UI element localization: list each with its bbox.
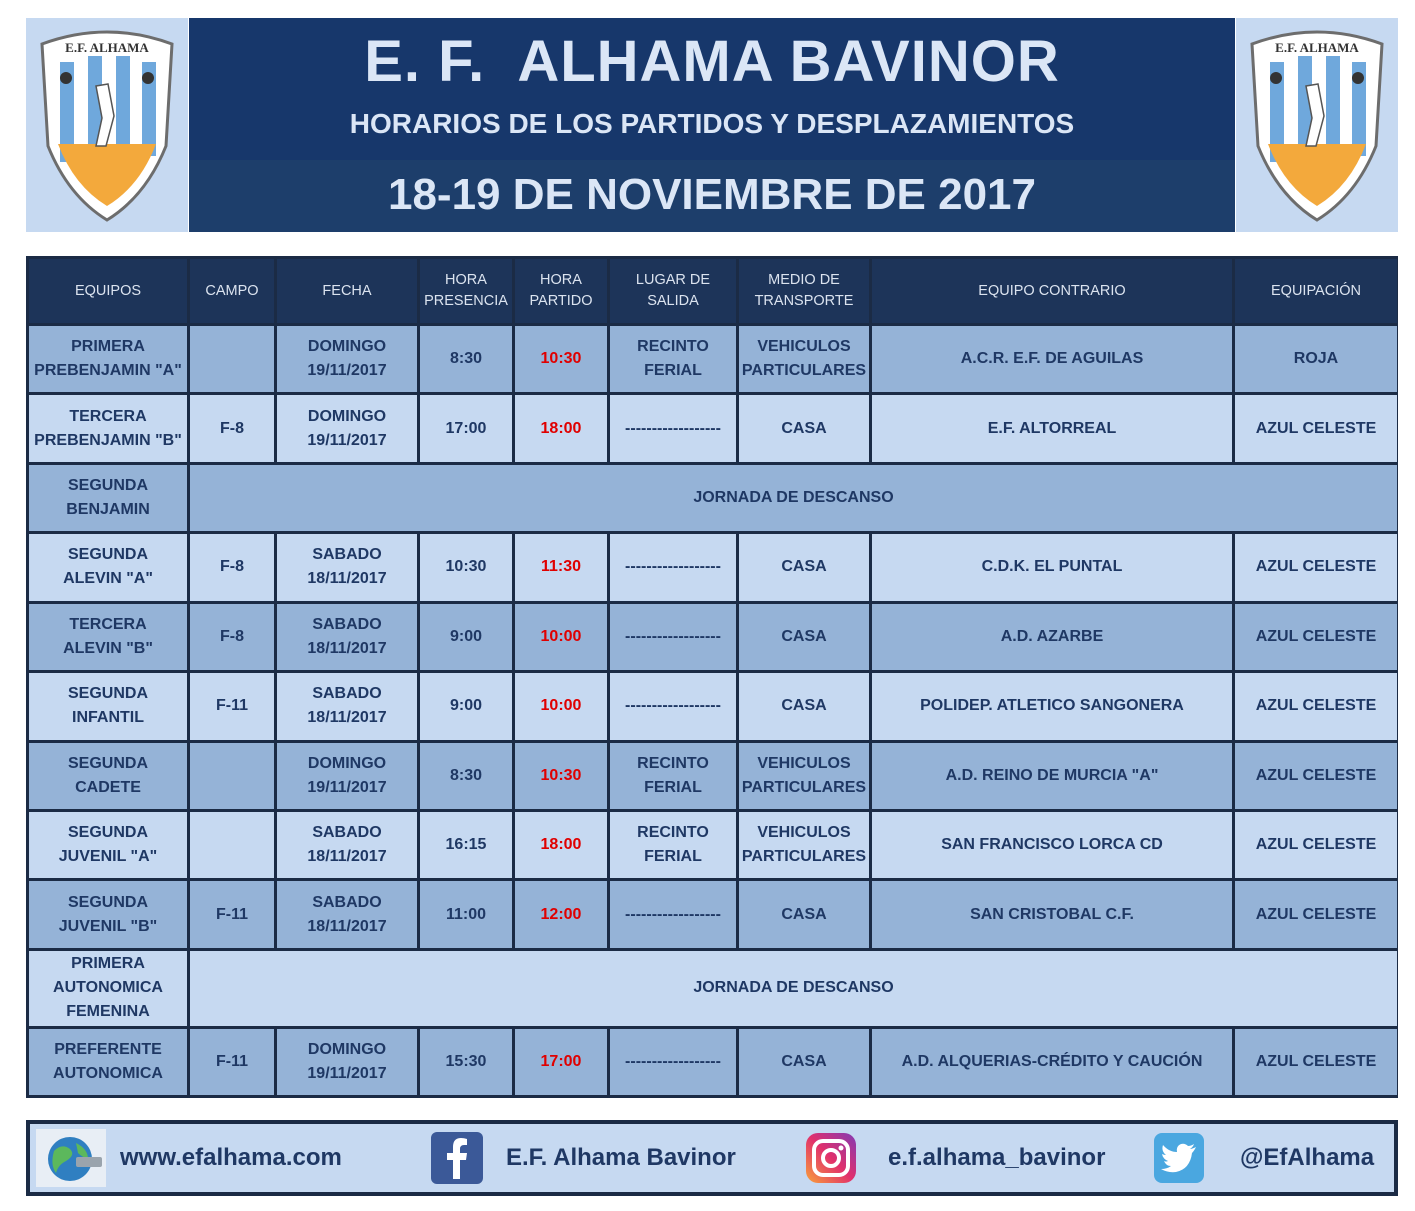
cell-medio-transporte-text: VEHICULOS bbox=[757, 338, 851, 356]
cell-fecha-text: 18/11/2017 bbox=[307, 570, 387, 588]
cell-fecha-text: SABADO bbox=[312, 615, 382, 633]
cell-equipacion bbox=[1235, 326, 1397, 392]
schedule-table bbox=[26, 256, 1398, 1098]
col-label-line: MEDIO DE bbox=[768, 272, 840, 288]
cell-equipo-text: TERCERA bbox=[69, 407, 147, 425]
cell-fecha-text: 19/11/2017 bbox=[307, 431, 387, 449]
table-row bbox=[29, 326, 1397, 392]
cell-medio-transporte bbox=[739, 881, 869, 947]
cell-equipacion-text: AZUL CELESTE bbox=[1255, 905, 1377, 923]
cell-hora-partido-text: 17:00 bbox=[540, 1052, 582, 1070]
col-equipo-contrario: EQUIPO CONTRARIO bbox=[872, 259, 1232, 323]
cell-hora-partido-text: 10:30 bbox=[540, 766, 582, 784]
col-label-line: TRANSPORTE bbox=[754, 293, 854, 309]
club-logo-left bbox=[26, 18, 188, 232]
footer-twitter[interactable] bbox=[1152, 1124, 1374, 1192]
cell-hora-partido bbox=[515, 534, 607, 600]
cell-equipo-contrario-text: A.D. REINO DE MURCIA "A" bbox=[945, 766, 1159, 784]
cell-equipacion bbox=[1235, 604, 1397, 670]
cell-equipo-text: PREBENJAMIN "A" bbox=[34, 362, 182, 380]
cell-campo bbox=[190, 395, 274, 461]
facebook-icon bbox=[430, 1131, 484, 1185]
footer-instagram[interactable] bbox=[804, 1124, 1105, 1192]
page-subtitle: HORARIOS DE LOS PARTIDOS Y DESPLAZAMIENTOS bbox=[349, 108, 1075, 139]
cell-medio-transporte-text: CASA bbox=[781, 627, 827, 645]
cell-fecha bbox=[277, 881, 417, 947]
cell-hora-presencia bbox=[420, 604, 512, 670]
cell-campo-text: F-8 bbox=[220, 558, 244, 576]
cell-equipacion-text: AZUL CELESTE bbox=[1255, 766, 1377, 784]
cell-lugar-salida-text: RECINTO bbox=[637, 338, 709, 356]
cell-medio-transporte bbox=[739, 673, 869, 739]
cell-equipacion bbox=[1235, 881, 1397, 947]
col-hora-presencia bbox=[420, 259, 512, 323]
cell-campo bbox=[190, 812, 274, 878]
table-row bbox=[29, 534, 1397, 600]
col-lugar-salida bbox=[610, 259, 736, 323]
cell-hora-partido bbox=[515, 812, 607, 878]
cell-lugar-salida-text: RECINTO bbox=[637, 754, 709, 772]
col-label-line: PRESENCIA bbox=[424, 293, 508, 309]
cell-equipo-text: AUTONOMICA bbox=[53, 1064, 163, 1082]
logo-text: E.F. ALHAMA bbox=[65, 40, 149, 55]
shield-logo-icon bbox=[36, 26, 178, 224]
cell-equipo-contrario bbox=[872, 395, 1232, 461]
cell-equipo-contrario bbox=[872, 812, 1232, 878]
cell-equipacion bbox=[1235, 1029, 1397, 1095]
col-medio-transporte bbox=[739, 259, 869, 323]
cell-hora-presencia bbox=[420, 673, 512, 739]
cell-lugar-salida-text: ------------------ bbox=[625, 558, 721, 576]
cell-medio-transporte-text: PARTICULARES bbox=[741, 848, 867, 866]
cell-equipacion bbox=[1235, 534, 1397, 600]
cell-lugar-salida-text: FERIAL bbox=[644, 848, 702, 866]
cell-hora-partido bbox=[515, 1029, 607, 1095]
cell-descanso-text: JORNADA DE DESCANSO bbox=[693, 489, 894, 507]
cell-equipo-text: SEGUNDA bbox=[67, 893, 148, 911]
cell-equipo-contrario bbox=[872, 881, 1232, 947]
cell-equipo-contrario-text: SAN CRISTOBAL C.F. bbox=[970, 905, 1134, 923]
table-row bbox=[29, 881, 1397, 947]
cell-fecha bbox=[277, 326, 417, 392]
cell-equipo-contrario bbox=[872, 534, 1232, 600]
table-row bbox=[29, 743, 1397, 809]
cell-hora-presencia bbox=[420, 326, 512, 392]
cell-fecha bbox=[277, 534, 417, 600]
cell-fecha-text: 18/11/2017 bbox=[307, 709, 387, 727]
cell-fecha bbox=[277, 395, 417, 461]
cell-hora-partido-text: 18:00 bbox=[540, 836, 582, 854]
cell-fecha-text: DOMINGO bbox=[307, 754, 387, 772]
cell-equipo-text: ALEVIN "A" bbox=[63, 570, 153, 588]
cell-campo bbox=[190, 881, 274, 947]
cell-fecha bbox=[277, 743, 417, 809]
cell-lugar-salida-text: ------------------ bbox=[625, 905, 721, 923]
cell-hora-presencia bbox=[420, 812, 512, 878]
cell-equipacion-text: AZUL CELESTE bbox=[1255, 627, 1377, 645]
cell-fecha-text: DOMINGO bbox=[307, 338, 387, 356]
cell-equipacion-text: ROJA bbox=[1293, 350, 1339, 368]
cell-medio-transporte-text: PARTICULARES bbox=[741, 362, 867, 380]
footer-web[interactable] bbox=[36, 1124, 342, 1192]
cell-equipo-contrario-text: A.D. ALQUERIAS-CRÉDITO Y CAUCIÓN bbox=[901, 1052, 1203, 1070]
col-equipos: EQUIPOS bbox=[29, 259, 187, 323]
cell-lugar-salida bbox=[610, 812, 736, 878]
cell-hora-presencia-text: 11:00 bbox=[445, 905, 487, 923]
cell-campo-text: F-11 bbox=[215, 1052, 248, 1070]
cell-hora-presencia bbox=[420, 1029, 512, 1095]
cell-hora-presencia-text: 9:00 bbox=[449, 627, 483, 645]
cell-hora-presencia-text: 15:30 bbox=[445, 1052, 487, 1070]
cell-campo-text: F-8 bbox=[220, 627, 244, 645]
cell-equipo bbox=[29, 812, 187, 878]
cell-lugar-salida bbox=[610, 326, 736, 392]
cell-fecha-text: 19/11/2017 bbox=[307, 1064, 387, 1082]
club-logo-right bbox=[1236, 18, 1398, 232]
instagram-link[interactable]: e.f.alhama_bavinor bbox=[888, 1144, 1106, 1171]
cell-equipo-contrario-text: C.D.K. EL PUNTAL bbox=[981, 558, 1123, 576]
cell-equipo-text: SEGUNDA bbox=[67, 824, 148, 842]
cell-fecha-text: SABADO bbox=[312, 824, 382, 842]
cell-equipo-text: JUVENIL "A" bbox=[58, 848, 158, 866]
cell-fecha-text: SABADO bbox=[312, 893, 382, 911]
cell-hora-partido bbox=[515, 673, 607, 739]
cell-equipacion-text: AZUL CELESTE bbox=[1255, 836, 1377, 854]
cell-fecha-text: 19/11/2017 bbox=[307, 778, 387, 796]
col-label-line: HORA bbox=[445, 272, 487, 288]
cell-lugar-salida-text: ------------------ bbox=[625, 627, 721, 645]
shield-logo-icon bbox=[1246, 26, 1388, 224]
cell-medio-transporte bbox=[739, 326, 869, 392]
cell-medio-transporte-text: CASA bbox=[781, 905, 827, 923]
col-label-line: LUGAR DE bbox=[635, 272, 711, 288]
cell-lugar-salida bbox=[610, 395, 736, 461]
cell-fecha-text: 18/11/2017 bbox=[307, 848, 387, 866]
cell-equipo bbox=[29, 881, 187, 947]
cell-equipo-text: FEMENINA bbox=[66, 1003, 150, 1021]
cell-equipo-text: TERCERA bbox=[69, 615, 147, 633]
cell-campo-text: F-11 bbox=[215, 697, 248, 715]
cell-equipacion bbox=[1235, 673, 1397, 739]
cell-hora-presencia-text: 9:00 bbox=[449, 697, 483, 715]
cell-lugar-salida bbox=[610, 604, 736, 670]
cell-hora-presencia bbox=[420, 395, 512, 461]
col-hora-partido bbox=[515, 259, 607, 323]
cell-equipo-text: PREBENJAMIN "B" bbox=[34, 431, 182, 449]
cell-fecha bbox=[277, 673, 417, 739]
cell-campo bbox=[190, 1029, 274, 1095]
cell-equipo bbox=[29, 465, 187, 531]
cell-equipo-text: SEGUNDA bbox=[67, 477, 148, 495]
col-label-line: PARTIDO bbox=[529, 293, 593, 309]
cell-medio-transporte-text: VEHICULOS bbox=[757, 754, 851, 772]
cell-medio-transporte-text: CASA bbox=[781, 558, 827, 576]
cell-lugar-salida bbox=[610, 881, 736, 947]
website-link[interactable]: www.efalhama.com bbox=[120, 1144, 342, 1171]
cell-hora-presencia-text: 16:15 bbox=[445, 836, 487, 854]
cell-campo-text: F-11 bbox=[215, 905, 248, 923]
cell-equipo-text: ALEVIN "B" bbox=[63, 639, 153, 657]
table-row bbox=[29, 812, 1397, 878]
cell-campo bbox=[190, 326, 274, 392]
cell-fecha bbox=[277, 604, 417, 670]
cell-hora-partido-text: 10:00 bbox=[540, 627, 582, 645]
twitter-link[interactable]: @EfAlhama bbox=[1240, 1144, 1375, 1171]
cell-fecha-text: SABADO bbox=[312, 546, 382, 564]
cell-lugar-salida-text: FERIAL bbox=[644, 778, 702, 796]
cell-hora-partido bbox=[515, 881, 607, 947]
cell-equipo-text: PRIMERA bbox=[71, 955, 145, 973]
cell-lugar-salida bbox=[610, 743, 736, 809]
cell-hora-presencia-text: 8:30 bbox=[449, 766, 483, 784]
col-label-line: SALIDA bbox=[647, 293, 699, 309]
cell-medio-transporte bbox=[739, 604, 869, 670]
cell-equipo-text: SEGUNDA bbox=[67, 685, 148, 703]
cell-descanso bbox=[190, 465, 1397, 531]
cell-equipo bbox=[29, 951, 187, 1026]
header bbox=[26, 18, 1398, 232]
cell-equipo-text: PREFERENTE bbox=[54, 1040, 162, 1058]
cell-equipacion-text: AZUL CELESTE bbox=[1255, 419, 1377, 437]
table-row bbox=[29, 951, 1397, 1026]
cell-lugar-salida bbox=[610, 673, 736, 739]
cell-descanso-text: JORNADA DE DESCANSO bbox=[693, 979, 894, 997]
col-campo: CAMPO bbox=[190, 259, 274, 323]
cell-hora-partido bbox=[515, 604, 607, 670]
cell-equipo-contrario-text: SAN FRANCISCO LORCA CD bbox=[941, 836, 1163, 854]
cell-equipacion-text: AZUL CELESTE bbox=[1255, 1052, 1377, 1070]
cell-medio-transporte bbox=[739, 1029, 869, 1095]
cell-equipo bbox=[29, 395, 187, 461]
cell-equipo-text: JUVENIL "B" bbox=[58, 917, 158, 935]
event-date: 18-19 DE NOVIEMBRE DE 2017 bbox=[387, 170, 1037, 219]
cell-lugar-salida-text: FERIAL bbox=[644, 362, 702, 380]
cell-lugar-salida-text: ------------------ bbox=[625, 419, 721, 437]
footer-facebook[interactable] bbox=[430, 1124, 736, 1192]
cell-equipacion-text: AZUL CELESTE bbox=[1255, 558, 1377, 576]
cell-fecha-text: 19/11/2017 bbox=[307, 362, 387, 380]
title-banner bbox=[189, 18, 1235, 160]
cell-fecha bbox=[277, 1029, 417, 1095]
social-footer bbox=[26, 1120, 1398, 1196]
cell-equipo bbox=[29, 1029, 187, 1095]
cell-campo bbox=[190, 604, 274, 670]
cell-hora-partido-text: 11:30 bbox=[540, 558, 582, 576]
cell-equipo-text: CADETE bbox=[75, 778, 141, 796]
cell-hora-partido-text: 12:00 bbox=[540, 905, 582, 923]
cell-fecha-text: 18/11/2017 bbox=[307, 639, 387, 657]
cell-equipo bbox=[29, 534, 187, 600]
cell-medio-transporte-text: CASA bbox=[781, 419, 827, 437]
cell-campo bbox=[190, 743, 274, 809]
cell-fecha bbox=[277, 812, 417, 878]
cell-fecha-text: 18/11/2017 bbox=[307, 917, 387, 935]
cell-equipo-text: SEGUNDA bbox=[67, 754, 148, 772]
table-row bbox=[29, 673, 1397, 739]
cell-hora-partido-text: 18:00 bbox=[540, 419, 582, 437]
cell-hora-partido bbox=[515, 326, 607, 392]
cell-medio-transporte-text: CASA bbox=[781, 697, 827, 715]
twitter-icon bbox=[1152, 1131, 1206, 1185]
cell-fecha-text: DOMINGO bbox=[307, 407, 387, 425]
date-banner bbox=[189, 160, 1235, 232]
cell-hora-presencia bbox=[420, 881, 512, 947]
cell-descanso bbox=[190, 951, 1397, 1026]
cell-equipo-text: BENJAMIN bbox=[66, 501, 150, 519]
cell-medio-transporte bbox=[739, 534, 869, 600]
cell-hora-partido bbox=[515, 395, 607, 461]
cell-medio-transporte bbox=[739, 395, 869, 461]
cell-medio-transporte-text: VEHICULOS bbox=[757, 824, 851, 842]
cell-equipo-contrario-text: POLIDEP. ATLETICO SANGONERA bbox=[920, 697, 1184, 715]
cell-fecha-text: DOMINGO bbox=[307, 1040, 387, 1058]
cell-equipo bbox=[29, 326, 187, 392]
cell-fecha-text: SABADO bbox=[312, 685, 382, 703]
cell-campo-text: F-8 bbox=[220, 419, 244, 437]
cell-equipo bbox=[29, 673, 187, 739]
col-label-line: HORA bbox=[540, 272, 582, 288]
page-title: E. F. ALHAMA BAVINOR bbox=[364, 29, 1060, 94]
table-row bbox=[29, 465, 1397, 531]
cell-equipo-text: INFANTIL bbox=[72, 709, 144, 727]
cell-medio-transporte bbox=[739, 812, 869, 878]
globe-icon bbox=[36, 1129, 106, 1187]
cell-lugar-salida-text: RECINTO bbox=[637, 824, 709, 842]
cell-medio-transporte-text: PARTICULARES bbox=[741, 778, 867, 796]
cell-hora-partido-text: 10:30 bbox=[540, 350, 582, 368]
cell-hora-presencia bbox=[420, 743, 512, 809]
instagram-icon bbox=[804, 1131, 858, 1185]
cell-lugar-salida bbox=[610, 534, 736, 600]
cell-equipo-text: SEGUNDA bbox=[67, 546, 148, 564]
cell-equipo-contrario-text: A.D. AZARBE bbox=[1000, 627, 1104, 645]
cell-hora-presencia bbox=[420, 534, 512, 600]
table-header-row bbox=[29, 259, 1397, 323]
cell-equipo-contrario bbox=[872, 604, 1232, 670]
cell-campo bbox=[190, 673, 274, 739]
cell-medio-transporte-text: CASA bbox=[781, 1052, 827, 1070]
table-row bbox=[29, 1029, 1397, 1095]
cell-hora-partido bbox=[515, 743, 607, 809]
cell-medio-transporte bbox=[739, 743, 869, 809]
table-row bbox=[29, 604, 1397, 670]
cell-equipo-contrario bbox=[872, 326, 1232, 392]
cell-lugar-salida-text: ------------------ bbox=[625, 1052, 721, 1070]
logo-text: E.F. ALHAMA bbox=[1275, 40, 1359, 55]
facebook-link[interactable]: E.F. Alhama Bavinor bbox=[506, 1144, 736, 1171]
col-equipacion: EQUIPACIÓN bbox=[1235, 259, 1397, 323]
cell-equipacion bbox=[1235, 395, 1397, 461]
cell-equipo-contrario bbox=[872, 673, 1232, 739]
cell-hora-presencia-text: 17:00 bbox=[445, 419, 487, 437]
cell-equipo-contrario-text: A.C.R. E.F. DE AGUILAS bbox=[960, 350, 1144, 368]
cell-equipacion bbox=[1235, 743, 1397, 809]
cell-lugar-salida bbox=[610, 1029, 736, 1095]
cell-equipo-contrario-text: E.F. ALTORREAL bbox=[987, 419, 1117, 437]
cell-equipacion-text: AZUL CELESTE bbox=[1255, 697, 1377, 715]
cell-hora-presencia-text: 10:30 bbox=[445, 558, 487, 576]
cell-lugar-salida-text: ------------------ bbox=[625, 697, 721, 715]
cell-equipo bbox=[29, 604, 187, 670]
cell-equipo-text: PRIMERA bbox=[71, 338, 145, 356]
cell-equipacion bbox=[1235, 812, 1397, 878]
table-row bbox=[29, 395, 1397, 461]
cell-equipo-text: AUTONOMICA bbox=[53, 979, 163, 997]
cell-campo bbox=[190, 534, 274, 600]
cell-hora-presencia-text: 8:30 bbox=[449, 350, 483, 368]
cell-equipo-contrario bbox=[872, 1029, 1232, 1095]
cell-hora-partido-text: 10:00 bbox=[540, 697, 582, 715]
cell-equipo-contrario bbox=[872, 743, 1232, 809]
cell-equipo bbox=[29, 743, 187, 809]
col-fecha: FECHA bbox=[277, 259, 417, 323]
